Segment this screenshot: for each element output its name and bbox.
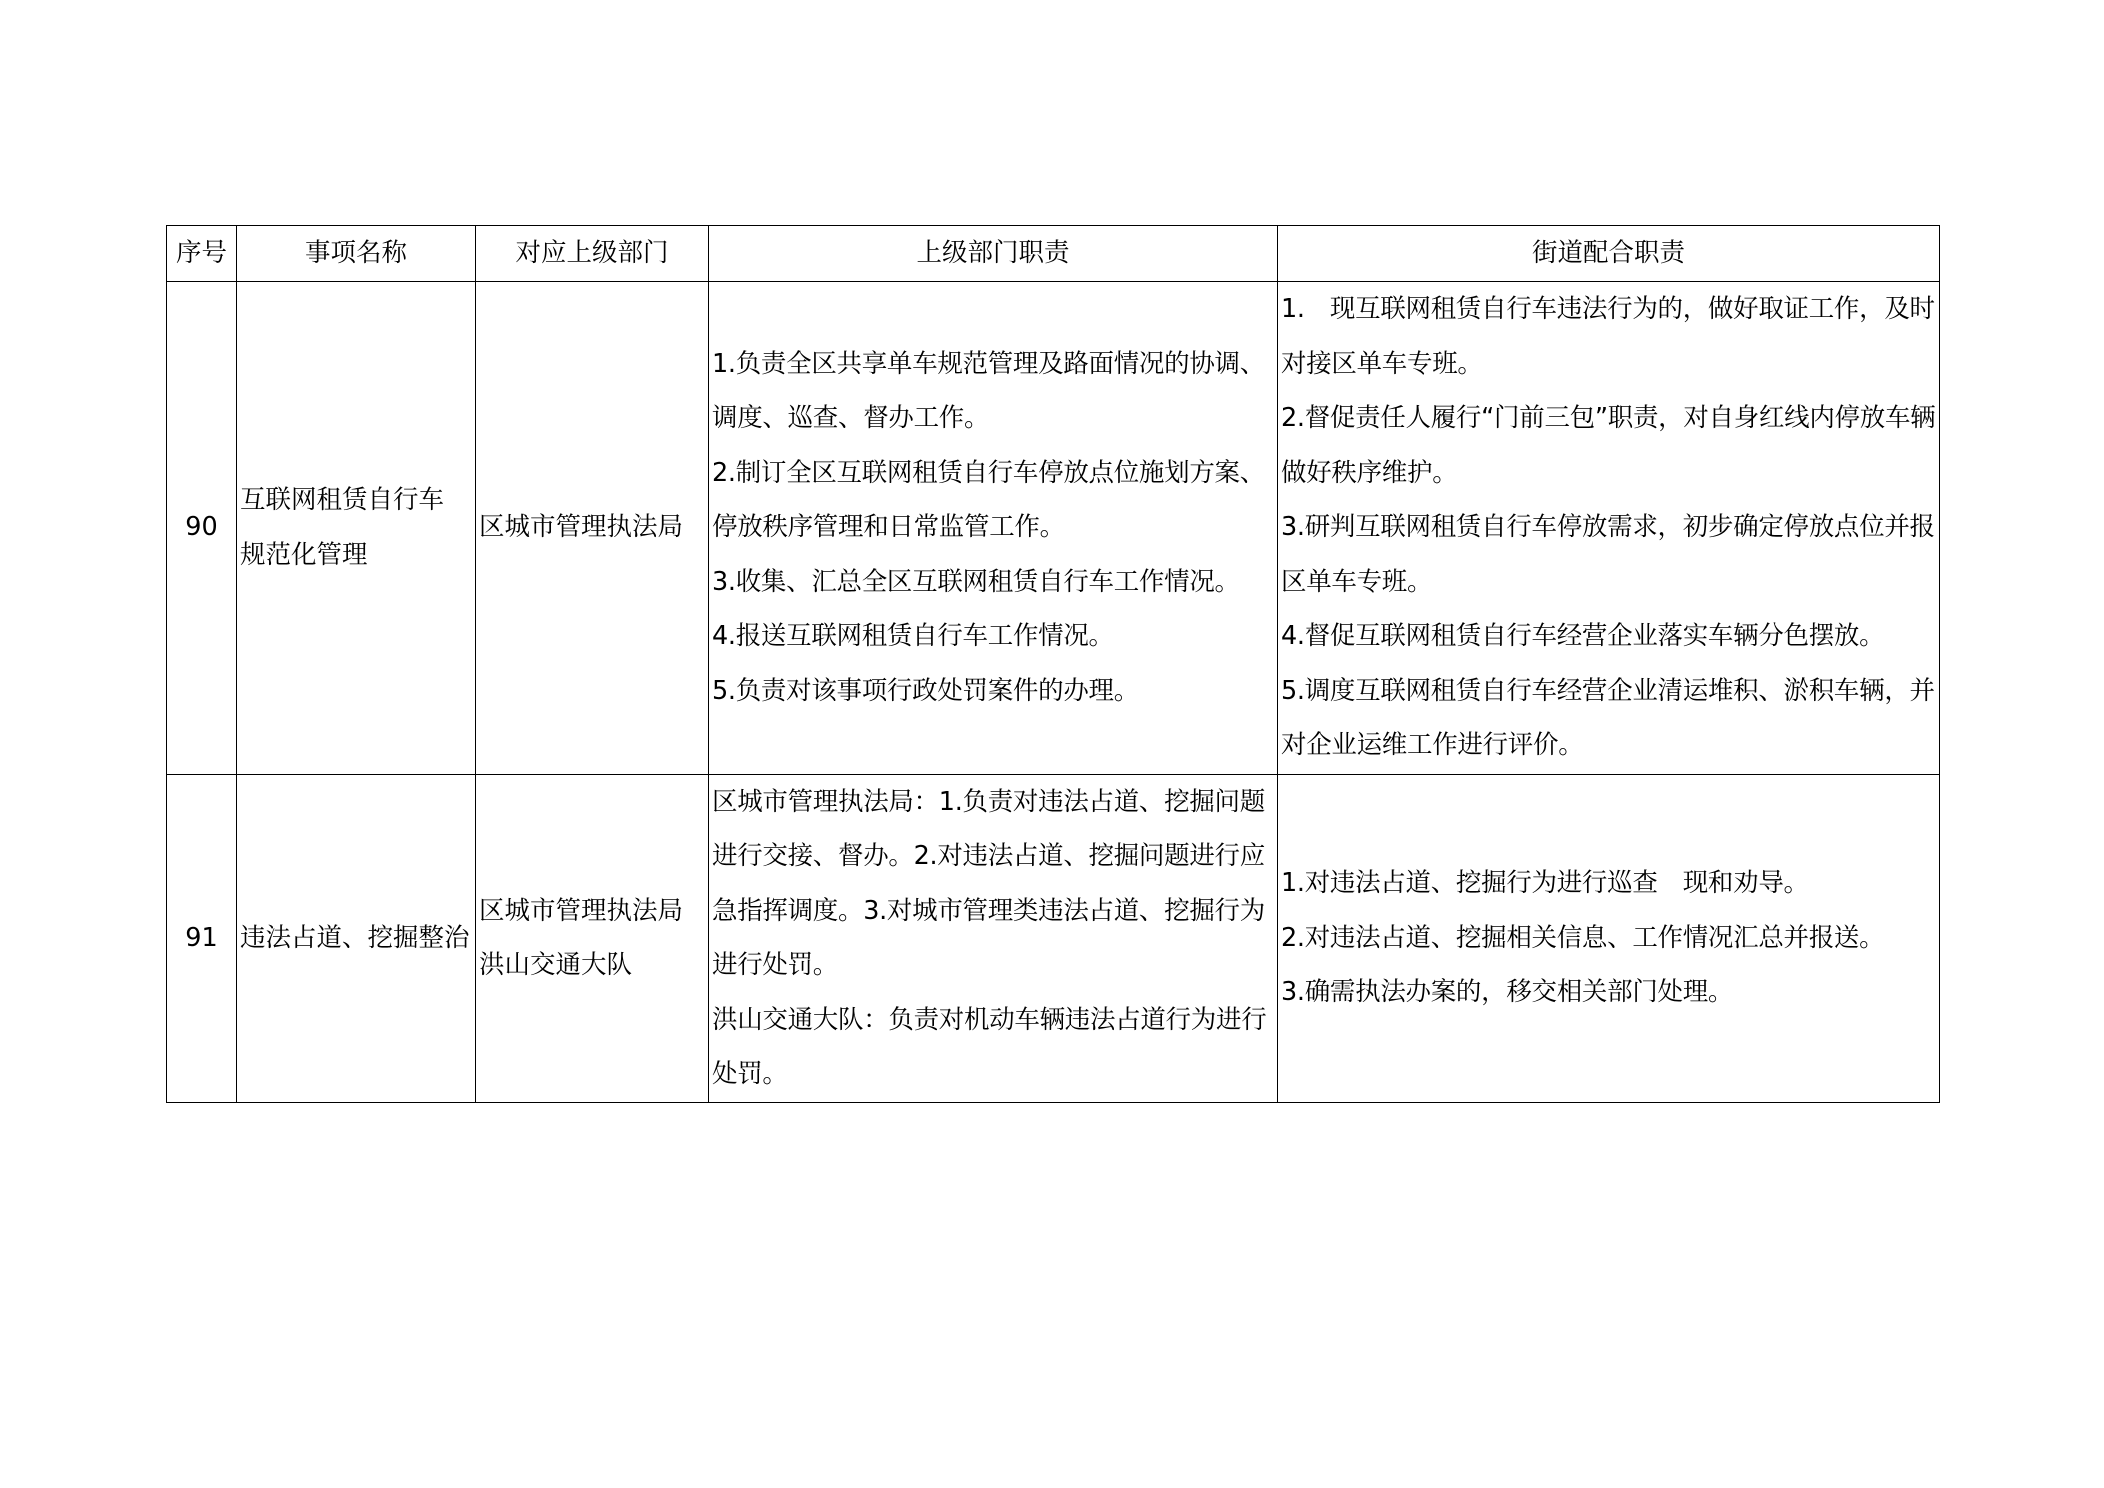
duty-item: 洪山交通大队：负责对机动车辆违法占道行为进行处罚。 xyxy=(712,1004,1267,1089)
table-row xyxy=(167,281,1940,774)
duty-item: 4.报送互联网租赁自行车工作情况。 xyxy=(712,621,1114,652)
header-superior-duties: 上级部门职责 xyxy=(709,226,1278,282)
table-row xyxy=(167,774,1940,1102)
duty-item: 2.督促责任人履行“门前三包”职责，对自身红线内停放车辆做好秩序维护。 xyxy=(1281,403,1936,488)
department-line: 洪山交通大队 xyxy=(479,950,633,980)
duty-item: 3.收集、汇总全区互联网租赁自行车工作情况。 xyxy=(712,566,1240,597)
header-number: 序号 xyxy=(167,226,237,282)
item-name-line: 违法占道、挖掘整治 xyxy=(240,922,470,953)
duty-item: 5.负责对该事项行政处罚案件的办理。 xyxy=(712,675,1139,706)
duty-item: 3.确需执法办案的，移交相关部门处理。 xyxy=(1281,977,1734,1008)
row-street-duties xyxy=(1278,281,1940,774)
row-item-name xyxy=(237,774,476,1102)
header-street-duties: 街道配合职责 xyxy=(1278,226,1940,282)
duty-item: 区城市管理执法局：1.负责对违法占道、挖掘问题进行交接、督办。2.对违法占道、挖掘问题进行应急指挥调度。3.对城市管理类违法占道、挖掘行为进行处罚。 xyxy=(712,786,1265,980)
row-department xyxy=(476,281,709,774)
row-number: 91 xyxy=(167,774,237,1102)
row-number: 90 xyxy=(167,281,237,774)
table-header-row xyxy=(167,226,1940,282)
duty-item: 4.督促互联网租赁自行车经营企业落实车辆分色摆放。 xyxy=(1281,621,1885,652)
duty-table xyxy=(166,225,1940,1103)
header-department: 对应上级部门 xyxy=(476,226,709,282)
duty-item: 5.调度互联网租赁自行车经营企业清运堆积、淤积车辆，并对企业运维工作进行评价。 xyxy=(1281,675,1935,761)
duty-item: 2.制订全区互联网租赁自行车停放点位施划方案、停放秩序管理和日常监管工作。 xyxy=(712,457,1265,543)
row-superior-duties xyxy=(709,774,1278,1102)
item-name-line: 互联网租赁自行车 xyxy=(240,485,445,515)
duty-item: 3.研判互联网租赁自行车停放需求，初步确定停放点位并报区单车专班。 xyxy=(1281,512,1935,597)
item-name-line: 规范化管理 xyxy=(240,539,368,570)
row-street-duties xyxy=(1278,774,1940,1102)
duty-item: 1.负责全区共享单车规范管理及路面情况的协调、调度、巡查、督办工作。 xyxy=(712,348,1265,434)
duty-item: 1. 现互联网租赁自行车违法行为的，做好取证工作，及时对接区单车专班。 xyxy=(1281,294,1935,379)
department-line: 区城市管理执法局 xyxy=(479,512,684,543)
row-superior-duties xyxy=(709,281,1278,774)
row-item-name xyxy=(237,281,476,774)
duty-item: 2.对违法占道、挖掘相关信息、工作情况汇总并报送。 xyxy=(1281,922,1885,953)
department-line: 区城市管理执法局 xyxy=(479,895,684,926)
row-department xyxy=(476,774,709,1102)
duty-item: 1.对违法占道、挖掘行为进行巡查 现和劝导。 xyxy=(1281,868,1809,899)
header-item-name: 事项名称 xyxy=(237,226,476,282)
